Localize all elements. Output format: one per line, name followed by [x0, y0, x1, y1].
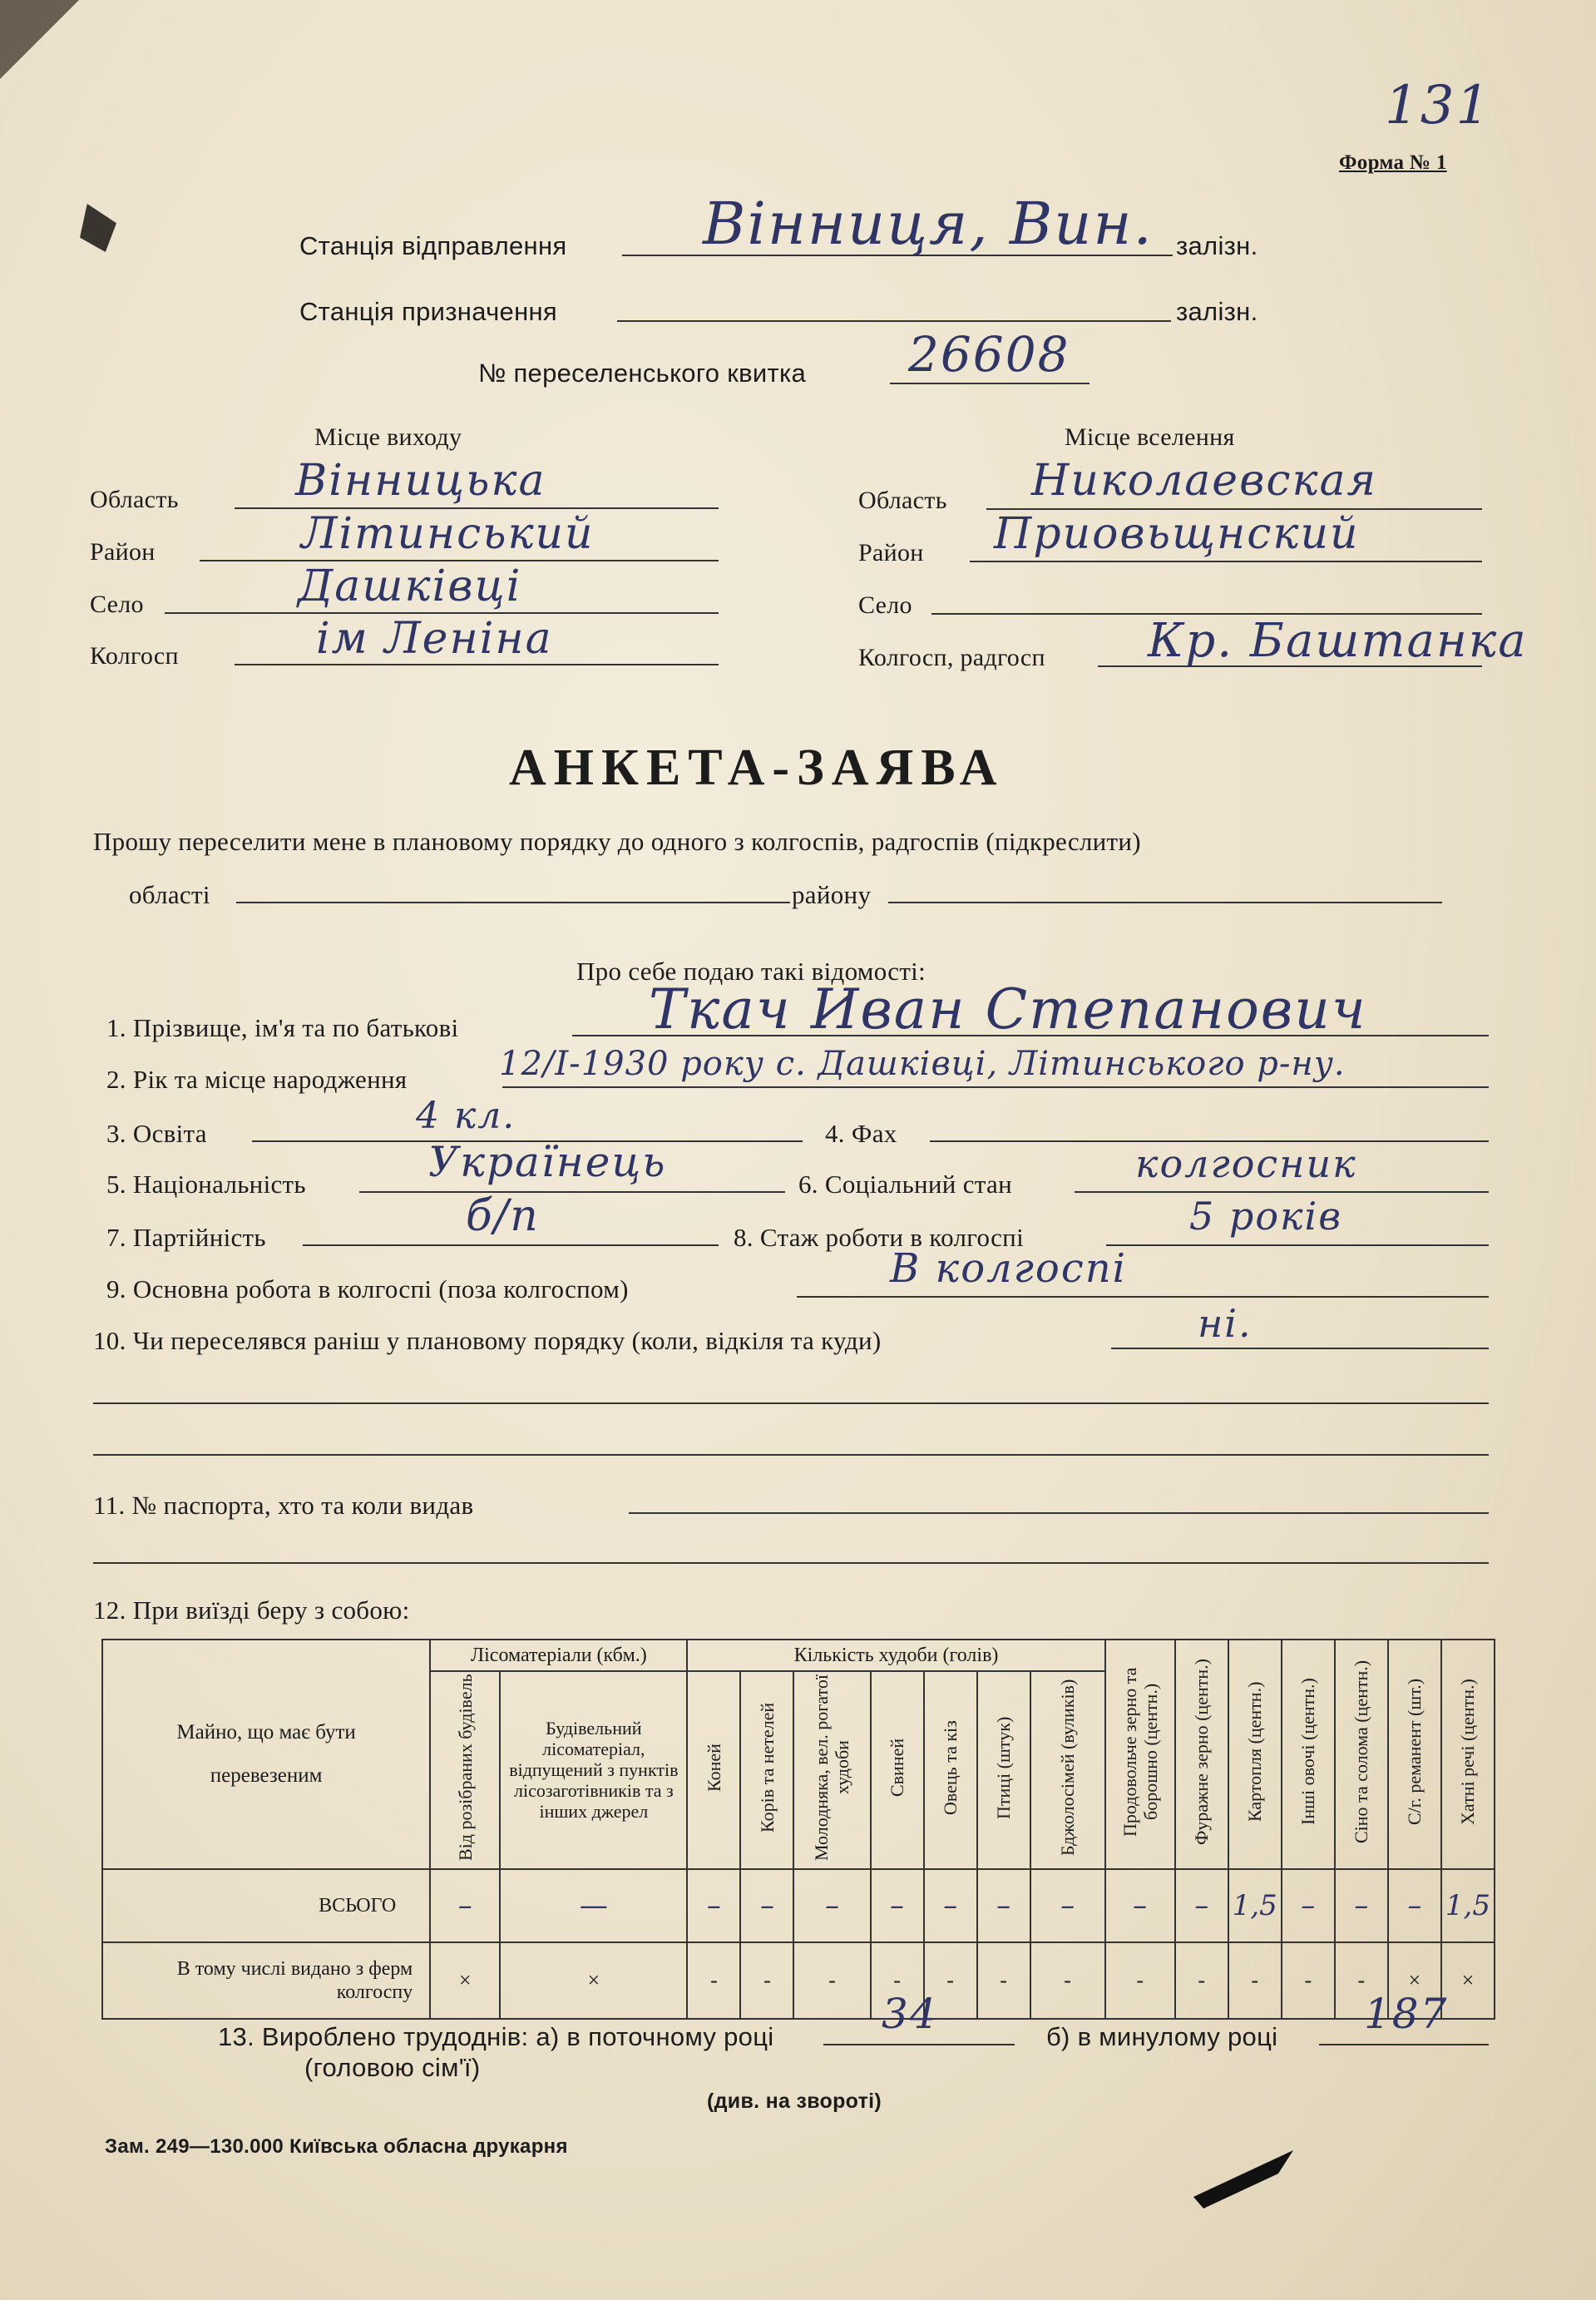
departure-suffix: залізн.	[1176, 231, 1258, 260]
total-cell: 1,5	[1228, 1869, 1282, 1942]
col-label-1: Будівельний лісоматеріал, відпущений з пунктів лісозаготівників та з інших джерел	[509, 1717, 679, 1822]
col-label-15: Хатні речі (центн.)	[1457, 1678, 1479, 1825]
field-1-label: 1. Прізвище, ім'я та по батькові	[106, 1013, 459, 1042]
destination-raion-value: Приовьщнский	[994, 509, 1360, 559]
paper-tear	[80, 204, 116, 252]
farm-cell: -	[1228, 1942, 1282, 2019]
ticket-value: 26608	[908, 326, 1070, 383]
origin-kolhosp-line	[235, 664, 719, 665]
workdays-prev-label: б) в минулому році	[1046, 2022, 1278, 2051]
property-header-cell	[102, 1640, 430, 1869]
total-cell: –	[687, 1869, 740, 1942]
col-header-1	[500, 1671, 687, 1869]
total-cell: –	[740, 1869, 793, 1942]
col-label-4: Молодняка, вел. рогатої худоби	[811, 1674, 853, 1861]
timber-group-header: Лісоматеріали (кбм.)	[430, 1640, 687, 1671]
total-cell: –	[924, 1869, 977, 1942]
col-header-13	[1335, 1640, 1388, 1869]
workdays-sub: (головою сім'ї)	[304, 2053, 481, 2082]
field-11-line	[629, 1512, 1489, 1514]
field-10-line-3	[93, 1454, 1489, 1456]
col-header-2	[687, 1671, 740, 1869]
col-header-14	[1388, 1640, 1441, 1869]
destination-raion-line	[970, 561, 1482, 562]
destination-station-label: Станція призначення	[299, 297, 557, 326]
destination-oblast-value: Николаевская	[1031, 456, 1377, 506]
origin-oblast-label: Область	[90, 486, 179, 513]
col-header-11	[1228, 1640, 1282, 1869]
field-8-line	[1106, 1244, 1489, 1246]
form-title: АНКЕТА-ЗАЯВА	[509, 739, 1005, 796]
destination-kolhosp-value: Кр. Баштанка	[1148, 614, 1528, 668]
col-header-4	[793, 1671, 870, 1869]
workdays-prev-value: 187	[1364, 1990, 1449, 2038]
torn-corner	[0, 0, 79, 79]
col-label-12: Інші овочі (центн.)	[1297, 1678, 1319, 1825]
ticket-label: № переселенського квитка	[478, 359, 807, 388]
origin-heading: Місце виходу	[314, 423, 462, 451]
field-5-label: 5. Національність	[106, 1170, 306, 1199]
total-cell: –	[1335, 1869, 1388, 1942]
farm-cell: -	[1282, 1942, 1335, 2019]
total-cell: –	[1388, 1869, 1441, 1942]
field-8-value: 5 років	[1189, 1194, 1342, 1239]
field-2-value: 12/І-1930 року с. Дашківці, Літинського р-ну.	[499, 1045, 1346, 1083]
farm-cell: -	[977, 1942, 1030, 2019]
col-header-8	[1030, 1671, 1105, 1869]
ticket-line	[890, 383, 1090, 384]
farm-cell: -	[740, 1942, 793, 2019]
destination-oblast-label: Область	[858, 487, 947, 514]
col-header-3	[740, 1671, 793, 1869]
origin-kolhosp-value: ім Леніна	[316, 614, 553, 664]
farm-cell: ×	[1388, 1942, 1441, 2019]
field-6-value: колгосник	[1135, 1141, 1357, 1186]
field-10-value: ні.	[1198, 1301, 1253, 1346]
origin-selo-label: Село	[90, 591, 144, 618]
destination-station-line	[617, 320, 1171, 322]
farm-cell: -	[924, 1942, 977, 2019]
field-10-line-2	[93, 1402, 1489, 1404]
request-text: Прошу переселити мене в плановому порядку до одного з колгоспів, радгоспів (підкреслити)	[93, 827, 1141, 856]
total-cell: –	[1175, 1869, 1228, 1942]
workdays-current-value: 34	[882, 1990, 938, 2038]
field-4-label: 4. Фах	[825, 1119, 897, 1148]
field-1-value: Ткач Иван Степанович	[649, 977, 1367, 1041]
table-row-total	[102, 1869, 1495, 1942]
field-2-line	[502, 1086, 1489, 1088]
col-label-10: Фуражне зерно (центн.)	[1191, 1658, 1213, 1845]
departure-label: Станція відправлення	[299, 231, 567, 260]
col-header-12	[1282, 1640, 1335, 1869]
field-10-line	[1111, 1348, 1489, 1349]
origin-oblast-value: Вінницька	[295, 456, 546, 506]
field-11-line-2	[93, 1562, 1489, 1564]
field-7-line	[303, 1244, 719, 1246]
col-header-5	[871, 1671, 924, 1869]
col-label-2: Коней	[703, 1743, 724, 1792]
workdays-label: 13. Вироблено трудоднів: а) в поточному році	[218, 2022, 774, 2051]
origin-raion-label: Район	[90, 538, 156, 566]
col-label-3: Корів та нетелей	[756, 1702, 778, 1833]
field-12-label: 12. При виїзді беру з собою:	[93, 1595, 410, 1625]
workdays-prev-line	[1319, 2044, 1489, 2045]
total-cell: –	[977, 1869, 1030, 1942]
farm-cell: -	[1030, 1942, 1105, 2019]
farm-cell: -	[1175, 1942, 1228, 2019]
farm-cell: ×	[430, 1942, 500, 2019]
col-header-10	[1175, 1640, 1228, 1869]
table-row-farm	[102, 1942, 1495, 2019]
field-6-line	[1075, 1191, 1489, 1193]
request-oblast-label: області	[129, 880, 210, 909]
request-oblast-line	[236, 902, 790, 903]
destination-station-suffix: залізн.	[1176, 297, 1258, 326]
col-label-6: Овець та кіз	[940, 1719, 961, 1815]
col-label-7: Птиці (штук)	[993, 1715, 1015, 1819]
col-header-9	[1105, 1640, 1175, 1869]
sheet-number: 131	[1385, 75, 1492, 136]
printer-imprint: Зам. 249—130.000 Київська обласна друкарня	[105, 2135, 568, 2158]
farm-cell: -	[793, 1942, 870, 2019]
field-3-value: 4 кл.	[416, 1095, 516, 1137]
farm-cell: -	[1105, 1942, 1175, 2019]
pen-mark	[1193, 2150, 1293, 2208]
col-label-9: Продовольче зерно та борошно (центн.)	[1119, 1666, 1161, 1837]
info-heading: Про себе подаю такі відомості:	[576, 957, 926, 986]
origin-kolhosp-label: Колгосп	[90, 642, 179, 670]
field-10-label: 10. Чи переселявся раніш у плановому порядку (коли, відкіля та куди)	[93, 1326, 882, 1355]
field-9-label: 9. Основна робота в колгоспі (поза колгоспом)	[106, 1274, 629, 1303]
farm-cell: ×	[1441, 1942, 1495, 2019]
col-label-14: С/г. реманент (шт.)	[1404, 1678, 1426, 1825]
field-6-label: 6. Соціальний стан	[798, 1170, 1012, 1199]
cattle-group-header: Кількість худоби (голів)	[687, 1640, 1104, 1671]
farm-cell: -	[687, 1942, 740, 2019]
field-9-line	[797, 1296, 1489, 1298]
col-header-7	[977, 1671, 1030, 1869]
field-5-value: Українець	[428, 1138, 667, 1186]
request-raion-label: району	[792, 880, 872, 909]
total-cell: –	[1105, 1869, 1175, 1942]
total-label: ВСЬОГО	[102, 1869, 430, 1942]
destination-heading: Місце вселення	[1065, 423, 1235, 451]
departure-value: Вінниця, Вин.	[703, 190, 1154, 258]
field-9-value: В колгоспі	[890, 1245, 1127, 1292]
total-cell: –	[1282, 1869, 1335, 1942]
field-2-label: 2. Рік та місце народження	[106, 1065, 408, 1094]
field-8-label: 8. Стаж роботи в колгоспі	[734, 1223, 1024, 1252]
origin-selo-value: Дашківці	[298, 561, 522, 611]
total-cell: –	[871, 1869, 924, 1942]
turn-note: (див. на звороті)	[707, 2090, 882, 2113]
origin-raion-value: Літинський	[301, 509, 595, 559]
farm-cell: -	[1335, 1942, 1388, 2019]
col-label-0: Від розібраних будівель	[454, 1674, 476, 1861]
col-label-11: Картопля (центн.)	[1244, 1681, 1266, 1822]
destination-kolhosp-label: Колгосп, радгосп	[858, 644, 1045, 671]
col-label-13: Сіно та солома (центн.)	[1351, 1659, 1372, 1843]
destination-selo-label: Село	[858, 591, 912, 619]
field-7-label: 7. Партійність	[106, 1223, 266, 1252]
col-header-0	[430, 1671, 500, 1869]
total-cell: 1,5	[1441, 1869, 1495, 1942]
field-11-label: 11. № паспорта, хто та коли видав	[93, 1491, 474, 1520]
destination-raion-label: Район	[858, 539, 924, 566]
farm-label: В тому числі видано з ферм колгоспу	[102, 1942, 430, 2019]
col-header-6	[924, 1671, 977, 1869]
farm-cell: -	[871, 1942, 924, 2019]
total-cell: –	[793, 1869, 870, 1942]
col-header-15	[1441, 1640, 1495, 1869]
field-3-label: 3. Освіта	[106, 1119, 207, 1148]
field-7-value: б/п	[466, 1191, 540, 1241]
property-header: Майно, що має бути перевезеним	[176, 1721, 356, 1787]
request-raion-line	[888, 902, 1442, 903]
col-label-5: Свиней	[887, 1738, 908, 1797]
workdays-current-line	[823, 2044, 1015, 2045]
belongings-table	[101, 1639, 1495, 2020]
form-label: Форма № 1	[1339, 151, 1447, 174]
total-cell: –	[430, 1869, 500, 1942]
total-cell: —	[500, 1869, 687, 1942]
farm-cell: ×	[500, 1942, 687, 2019]
total-cell: –	[1030, 1869, 1105, 1942]
field-5-line	[359, 1191, 785, 1193]
col-label-8: Бджолосімей (вуликів)	[1057, 1679, 1079, 1856]
